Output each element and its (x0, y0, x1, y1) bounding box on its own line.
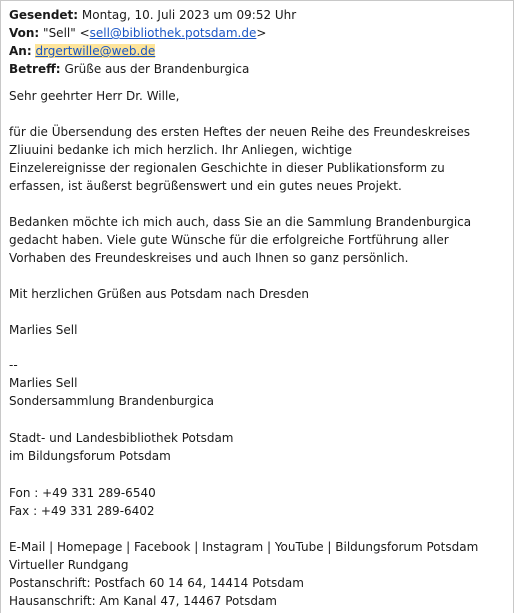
closing: Mit herzlichen Grüßen aus Potsdam nach Dresden (9, 287, 310, 301)
signature-fax: Fax : +49 331 289-6402 (9, 504, 155, 518)
signature-organization-2: im Bildungsforum Potsdam (9, 449, 171, 463)
from-close: > (256, 26, 267, 40)
signature-name: Marlies Sell (9, 376, 78, 390)
to-label: An: (9, 44, 32, 58)
subject-row (9, 60, 249, 78)
sender-name: Marlies Sell (9, 323, 78, 337)
paragraph-1-line-3: Einzelereignisse der regionalen Geschichte in dieser Publikationsform zu (9, 161, 445, 175)
subject-value: Grüße aus der Brandenburgica (64, 62, 250, 76)
paragraph-2-line-3: Vorhaben des Freundeskreises und auch Ihnen so ganz persönlich. (9, 251, 409, 265)
paragraph-2-line-2: gedacht haben. Viele gute Wünsche für die erfolgreiche Fortführung aller (9, 233, 449, 247)
subject-label: Betreff: (9, 62, 61, 76)
signature-separator: -- (9, 358, 18, 372)
from-row (9, 24, 266, 42)
signature-organization: Stadt- und Landesbibliothek Potsdam (9, 431, 234, 445)
paragraph-1-line-4: erfassen, ist äußerst begrüßenswert und ein gutes neues Projekt. (9, 179, 402, 193)
signature-links[interactable]: E-Mail | Homepage | Facebook | Instagram | YouTube | Bildungsforum Potsdam (9, 540, 479, 554)
to-email-link[interactable]: drgertwille@web.de (35, 44, 156, 58)
sent-row (9, 6, 296, 24)
from-label: Von: (9, 26, 40, 40)
paragraph-1-line-2: Zliuuini bedanke ich mich herzlich. Ihr Anliegen, wichtige (9, 143, 352, 157)
signature-phone: Fon : +49 331 289-6540 (9, 486, 156, 500)
sent-label: Gesendet: (9, 8, 79, 22)
signature-department: Sondersammlung Brandenburgica (9, 394, 215, 408)
street-address: Hausanschrift: Am Kanal 47, 14467 Potsdam (9, 594, 277, 608)
from-email-link[interactable]: sell@bibliothek.potsdam.de (89, 26, 257, 40)
from-name: "Sell" < (43, 26, 90, 40)
paragraph-2-line-1: Bedanken möchte ich mich auch, dass Sie an die Sammlung Brandenburgica (9, 215, 472, 229)
to-row (9, 42, 155, 60)
paragraph-1-line-1: für die Übersendung des ersten Heftes der neuen Reihe des Freundeskreises (9, 125, 470, 139)
postal-address: Postanschrift: Postfach 60 14 64, 14414 Potsdam (9, 576, 304, 590)
sent-value: Montag, 10. Juli 2023 um 09:52 Uhr (81, 8, 297, 22)
virtual-tour-link[interactable]: Virtueller Rundgang (9, 558, 129, 572)
salutation: Sehr geehrter Herr Dr. Wille, (9, 89, 180, 103)
